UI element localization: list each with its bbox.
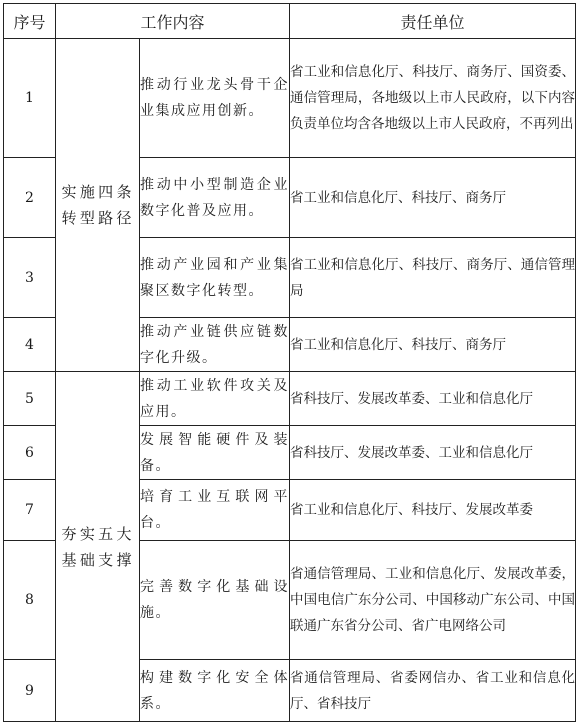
category-line: 转型路径	[61, 209, 134, 227]
work-content: 推动行业龙头骨干企业集成应用创新。	[140, 39, 290, 158]
row-num: 6	[4, 426, 56, 480]
category-cell	[56, 372, 140, 722]
responsible-unit: 省通信管理局、工业和信息化厅、发展改革委，中国电信广东分公司、中国移动广东公司、中国联通广东省分公司、省广电网络公司	[290, 541, 576, 660]
row-num: 3	[4, 238, 56, 318]
work-content: 推动中小型制造企业数字化普及应用。	[140, 158, 290, 238]
work-content: 培育工业互联网平台。	[140, 480, 290, 541]
header-num: 序号	[4, 4, 56, 39]
work-content: 构建数字化安全体系。	[140, 660, 290, 722]
work-content: 完善数字化基础设施。	[140, 541, 290, 660]
header-unit: 责任单位	[290, 4, 576, 39]
row-num: 5	[4, 372, 56, 426]
header-content: 工作内容	[56, 4, 290, 39]
responsible-unit: 省工业和信息化厅、科技厅、商务厅、通信管理局	[290, 238, 576, 318]
row-num: 2	[4, 158, 56, 238]
responsible-unit: 省科技厅、发展改革委、工业和信息化厅	[290, 372, 576, 426]
responsible-unit: 省工业和信息化厅、科技厅、商务厅、国资委、通信管理局，各地级以上市人民政府，以下内容负责单位均含各地级以上市人民政府，不再列出	[290, 39, 576, 158]
row-num: 9	[4, 660, 56, 722]
table-header-row	[4, 4, 576, 39]
table-row	[4, 39, 576, 158]
work-content: 推动工业软件攻关及应用。	[140, 372, 290, 426]
row-num: 1	[4, 39, 56, 158]
task-responsibility-table	[3, 3, 576, 722]
row-num: 8	[4, 541, 56, 660]
category-cell	[56, 39, 140, 372]
responsible-unit: 省通信管理局、省委网信办、省工业和信息化厅、省科技厅	[290, 660, 576, 722]
work-content: 推动产业园和产业集聚区数字化转型。	[140, 238, 290, 318]
table-row	[4, 372, 576, 426]
row-num: 7	[4, 480, 56, 541]
work-content: 推动产业链供应链数字化升级。	[140, 318, 290, 372]
work-content: 发展智能硬件及装备。	[140, 426, 290, 480]
row-num: 4	[4, 318, 56, 372]
category-line: 实施四条	[61, 183, 134, 201]
category-line: 基础支撑	[61, 550, 134, 569]
responsible-unit: 省工业和信息化厅、科技厅、发展改革委	[290, 480, 576, 541]
responsible-unit: 省科技厅、发展改革委、工业和信息化厅	[290, 426, 576, 480]
category-line: 夯实五大	[61, 524, 134, 543]
responsible-unit: 省工业和信息化厅、科技厅、商务厅	[290, 318, 576, 372]
responsible-unit: 省工业和信息化厅、科技厅、商务厅	[290, 158, 576, 238]
